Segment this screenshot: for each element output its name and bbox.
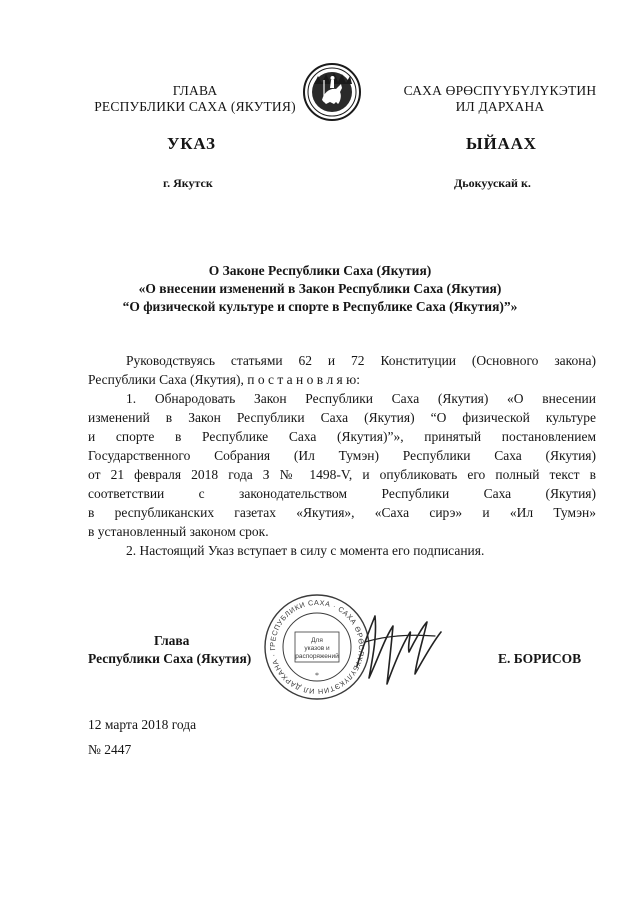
- document-body: [88, 351, 596, 560]
- item1-line: в республиканских газетах «Якутия», «Саха сирэ» и «Ил Тумэн»: [88, 505, 596, 520]
- right-header: [380, 83, 620, 115]
- title-line3: “О физической культуре и спорте в Республике Саха (Якутия)”»: [122, 299, 518, 314]
- stamp-center-line2: указов и: [304, 645, 330, 652]
- stamp-center-line3: распоряжений: [295, 653, 339, 660]
- item2-line: 2. Настоящий Указ вступает в силу с момента его подписания.: [126, 543, 485, 558]
- signature-icon: [345, 596, 455, 696]
- item1-line: изменений в Закон Республики Саха (Якутия) “О физической культуре: [88, 410, 596, 425]
- document-date: 12 марта 2018 года: [88, 717, 197, 732]
- stamp-ring-text: РЕСПУБЛИКИ САХА · САХА ӨРӨСПҮҮБҮЛҮКЭТИН ИЛ ДАРХАНА · ГЛАВА: [259, 585, 367, 697]
- signature-title-line1: Глава: [154, 633, 190, 648]
- stamp-star-icon: *: [315, 671, 319, 680]
- right-header-line1: САХА ӨРӨСПҮҮБҮЛҮКЭТИН: [403, 83, 597, 98]
- item1-line: в установленный законом срок.: [88, 524, 269, 539]
- item1-line: Государственного Собрания (Ил Тумэн) Республики Саха (Якутия): [88, 448, 596, 463]
- intro-line1: Руководствуясь статьями 62 и 72 Конституции (Основного закона): [126, 353, 596, 368]
- city-left: г. Якутск: [163, 176, 213, 190]
- document-number: № 2447: [88, 742, 132, 757]
- handwritten-signature: [345, 596, 455, 696]
- item1-line: соответствии с законодательством Республики Саха (Якутия): [88, 486, 596, 501]
- doc-type-right: ЫЙААХ: [466, 134, 537, 153]
- intro-line2: Республики Саха (Якутия), п о с т а н о в л я ю:: [88, 372, 360, 387]
- item1-line: и спорте в Республике Саха (Якутия)”», принятый постановлением: [88, 429, 596, 444]
- item1-line: 1. Обнародовать Закон Республики Саха (Якутия) «О внесении: [126, 391, 596, 406]
- title-line1: О Законе Республики Саха (Якутия): [208, 263, 432, 278]
- left-header-line1: ГЛАВА: [172, 83, 218, 98]
- signature-title: [88, 632, 288, 668]
- item1-line: от 21 февраля 2018 года З № 1498-V, и опубликовать его полный текст в: [88, 467, 596, 482]
- left-header: [60, 83, 330, 115]
- city-right: Дьокуускай к.: [454, 176, 531, 190]
- title-line2: «О внесении изменений в Закон Республики Саха (Якутия): [138, 281, 502, 296]
- signatory-name: Е. БОРИСОВ: [498, 651, 582, 666]
- document-title: [60, 262, 580, 316]
- coat-of-arms-emblem: [300, 58, 364, 122]
- doc-type-left: УКАЗ: [167, 134, 216, 153]
- left-header-line2: РЕСПУБЛИКИ САХА (ЯКУТИЯ): [94, 99, 296, 114]
- signature-title-line2: Республики Саха (Якутия): [88, 651, 252, 666]
- right-header-line2: ИЛ ДАРХАНА: [455, 99, 545, 114]
- emblem-icon: [300, 58, 364, 122]
- stamp-center-line1: Для: [311, 637, 323, 644]
